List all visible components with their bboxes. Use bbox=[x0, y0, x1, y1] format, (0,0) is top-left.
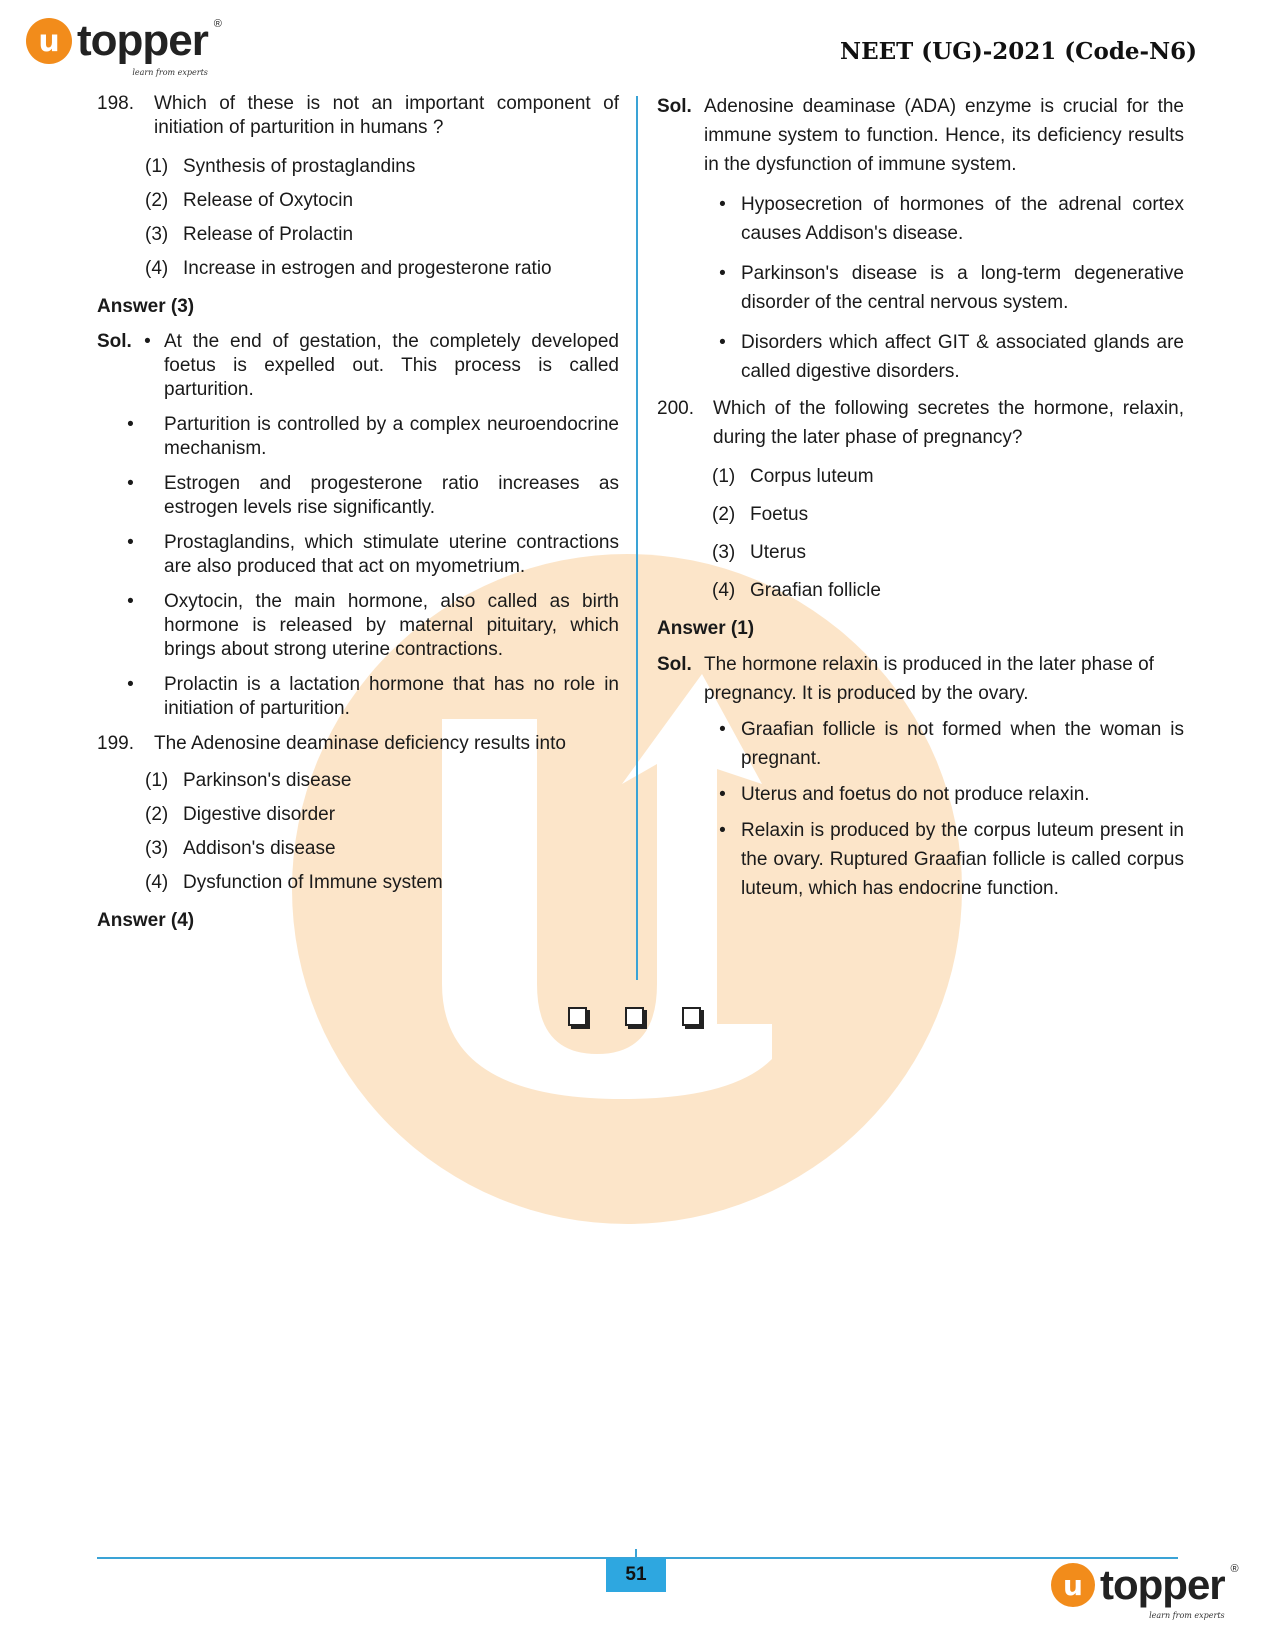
bullet-dot: • bbox=[127, 473, 134, 494]
question-198 bbox=[97, 92, 619, 140]
option bbox=[145, 252, 619, 286]
solution-text: Adenosine deaminase (ADA) enzyme is crucial for the immune system to function. Hence, its deficiency results in the dysfunction of immune system. bbox=[704, 96, 1184, 175]
option-text: Dysfunction of Immune system bbox=[183, 872, 443, 893]
registered-mark: ® bbox=[1230, 1563, 1238, 1575]
registered-mark: ® bbox=[213, 18, 221, 30]
bullet-text: Hyposecretion of hormones of the adrenal cortex causes Addison's disease. bbox=[741, 194, 1184, 244]
question-number: 199. bbox=[97, 733, 134, 754]
solution-bullet bbox=[97, 472, 619, 520]
answer-198: Answer (3) bbox=[97, 296, 195, 317]
solution-bullet bbox=[704, 190, 1184, 248]
solution-bullet bbox=[704, 259, 1184, 317]
column-divider bbox=[636, 96, 638, 980]
option-text: Addison's disease bbox=[183, 838, 336, 859]
solution-text: The hormone relaxin is produced in the later phase of pregnancy. It is produced by the ovary. bbox=[704, 654, 1154, 704]
solution-bullet bbox=[704, 780, 1184, 809]
solution-bullet bbox=[97, 673, 619, 721]
bullet-text: Graafian follicle is not formed when the woman is pregnant. bbox=[741, 719, 1184, 769]
option-number: (3) bbox=[145, 838, 169, 859]
bullet-text: Estrogen and progesterone ratio increases as estrogen levels rise significantly. bbox=[164, 473, 619, 518]
bullet-text: Prolactin is a lactation hormone that has no role in initiation of parturition. bbox=[164, 674, 619, 719]
bullet-dot: • bbox=[127, 532, 134, 553]
option bbox=[145, 832, 619, 866]
bullet-text: Relaxin is produced by the corpus luteum present in the ovary. Ruptured Graafian follicle is called corpus luteum, which has endocrine function. bbox=[741, 820, 1184, 899]
solution-bullet bbox=[704, 328, 1184, 386]
solution-bullet bbox=[97, 531, 619, 579]
bullet-text: Parturition is controlled by a complex neuroendocrine mechanism. bbox=[164, 414, 619, 459]
option-text: Release of Prolactin bbox=[183, 224, 354, 245]
option-number: (4) bbox=[712, 580, 736, 601]
footer-tick bbox=[635, 1549, 637, 1558]
logo-wordmark: topper bbox=[1100, 1561, 1225, 1608]
bullet-text: Disorders which affect GIT & associated glands are called digestive disorders. bbox=[741, 332, 1184, 382]
options-199 bbox=[145, 764, 619, 900]
sol-label: Sol. bbox=[97, 331, 132, 352]
option-number: (2) bbox=[712, 504, 736, 525]
exam-title: NEET (UG)-2021 (Code-N6) bbox=[840, 38, 1197, 65]
bullet-text: Uterus and foetus do not produce relaxin. bbox=[741, 784, 1090, 805]
end-square-icon bbox=[568, 1007, 587, 1026]
option bbox=[712, 458, 1184, 496]
question-text: Which of the following secretes the hormone, relaxin, during the later phase of pregnancy? bbox=[713, 398, 1184, 448]
option bbox=[145, 150, 619, 184]
bullet-dot: • bbox=[127, 674, 134, 695]
solution-199-bullets bbox=[704, 190, 1184, 386]
option-text: Foetus bbox=[750, 504, 809, 525]
option bbox=[712, 534, 1184, 572]
topper-logo-text bbox=[77, 16, 221, 77]
left-column bbox=[97, 92, 619, 933]
bullet-text: Oxytocin, the main hormone, also called as birth hormone is released by maternal pituitary, which brings about strong uterine contractions. bbox=[164, 591, 619, 660]
solution-199 bbox=[657, 92, 1184, 179]
bullet-dot: • bbox=[719, 820, 726, 841]
option-text: Graafian follicle bbox=[750, 580, 881, 601]
answer-200: Answer (1) bbox=[657, 618, 755, 639]
option bbox=[145, 218, 619, 252]
option-number: (1) bbox=[145, 156, 169, 177]
bullet-dot: • bbox=[719, 719, 726, 740]
option bbox=[145, 798, 619, 832]
solution-200 bbox=[657, 650, 1184, 708]
end-square-icon bbox=[625, 1007, 644, 1026]
solution-bullet bbox=[97, 590, 619, 662]
bullet-text: Prostaglandins, which stimulate uterine contractions are also produced that act on myometrium. bbox=[164, 532, 619, 577]
topper-logo-mark: u bbox=[26, 18, 72, 64]
answer-199: Answer (4) bbox=[97, 910, 195, 931]
end-square-icon bbox=[682, 1007, 701, 1026]
question-number: 198. bbox=[97, 93, 134, 114]
logo-tagline: learn from experts bbox=[1149, 1611, 1225, 1620]
bullet-dot: • bbox=[719, 332, 726, 353]
option-number: (2) bbox=[145, 190, 169, 211]
topper-logo bbox=[26, 16, 221, 77]
bullet-dot: • bbox=[144, 331, 151, 352]
topper-logo-text bbox=[1100, 1561, 1238, 1620]
options-200 bbox=[712, 458, 1184, 610]
right-column bbox=[657, 92, 1184, 903]
solution-bullet bbox=[97, 413, 619, 461]
sol-label: Sol. bbox=[657, 96, 692, 117]
question-text: Which of these is not an important component of initiation of parturition in humans ? bbox=[154, 93, 619, 138]
solution-198 bbox=[97, 330, 619, 721]
option bbox=[712, 496, 1184, 534]
question-200 bbox=[657, 394, 1184, 452]
solution-bullet bbox=[704, 715, 1184, 773]
question-text: The Adenosine deaminase deficiency results into bbox=[154, 733, 566, 754]
options-198 bbox=[145, 150, 619, 286]
option bbox=[712, 572, 1184, 610]
bullet-dot: • bbox=[719, 263, 726, 284]
option-text: Increase in estrogen and progesterone ratio bbox=[183, 258, 552, 279]
solution-bullet bbox=[131, 330, 619, 402]
option-number: (1) bbox=[712, 466, 736, 487]
option-text: Parkinson's disease bbox=[183, 770, 352, 791]
bullet-dot: • bbox=[127, 414, 134, 435]
option-number: (1) bbox=[145, 770, 169, 791]
option-text: Digestive disorder bbox=[183, 804, 336, 825]
solution-200-bullets bbox=[704, 715, 1184, 903]
bullet-text: At the end of gestation, the completely developed foetus is expelled out. This process is called parturition. bbox=[164, 331, 619, 400]
option-text: Synthesis of prostaglandins bbox=[183, 156, 416, 177]
logo-wordmark: topper bbox=[77, 16, 208, 65]
solution-bullet bbox=[704, 816, 1184, 903]
bullet-text: Parkinson's disease is a long-term degenerative disorder of the central nervous system. bbox=[741, 263, 1184, 313]
option-text: Uterus bbox=[750, 542, 806, 563]
option-text: Release of Oxytocin bbox=[183, 190, 354, 211]
bullet-dot: • bbox=[719, 194, 726, 215]
option bbox=[145, 866, 619, 900]
question-number: 200. bbox=[657, 398, 694, 419]
option-number: (4) bbox=[145, 258, 169, 279]
page-number: 51 bbox=[606, 1558, 666, 1592]
section-end-markers bbox=[568, 1007, 701, 1026]
option-number: (4) bbox=[145, 872, 169, 893]
option-text: Corpus luteum bbox=[750, 466, 874, 487]
question-199 bbox=[97, 732, 619, 756]
option bbox=[145, 184, 619, 218]
bullet-dot: • bbox=[127, 591, 134, 612]
option-number: (2) bbox=[145, 804, 169, 825]
logo-tagline: learn from experts bbox=[132, 68, 208, 77]
footer-topper-logo bbox=[1051, 1561, 1238, 1620]
option bbox=[145, 764, 619, 798]
option-number: (3) bbox=[145, 224, 169, 245]
topper-logo-mark: u bbox=[1051, 1563, 1095, 1607]
bullet-dot: • bbox=[719, 784, 726, 805]
option-number: (3) bbox=[712, 542, 736, 563]
sol-label: Sol. bbox=[657, 654, 692, 675]
